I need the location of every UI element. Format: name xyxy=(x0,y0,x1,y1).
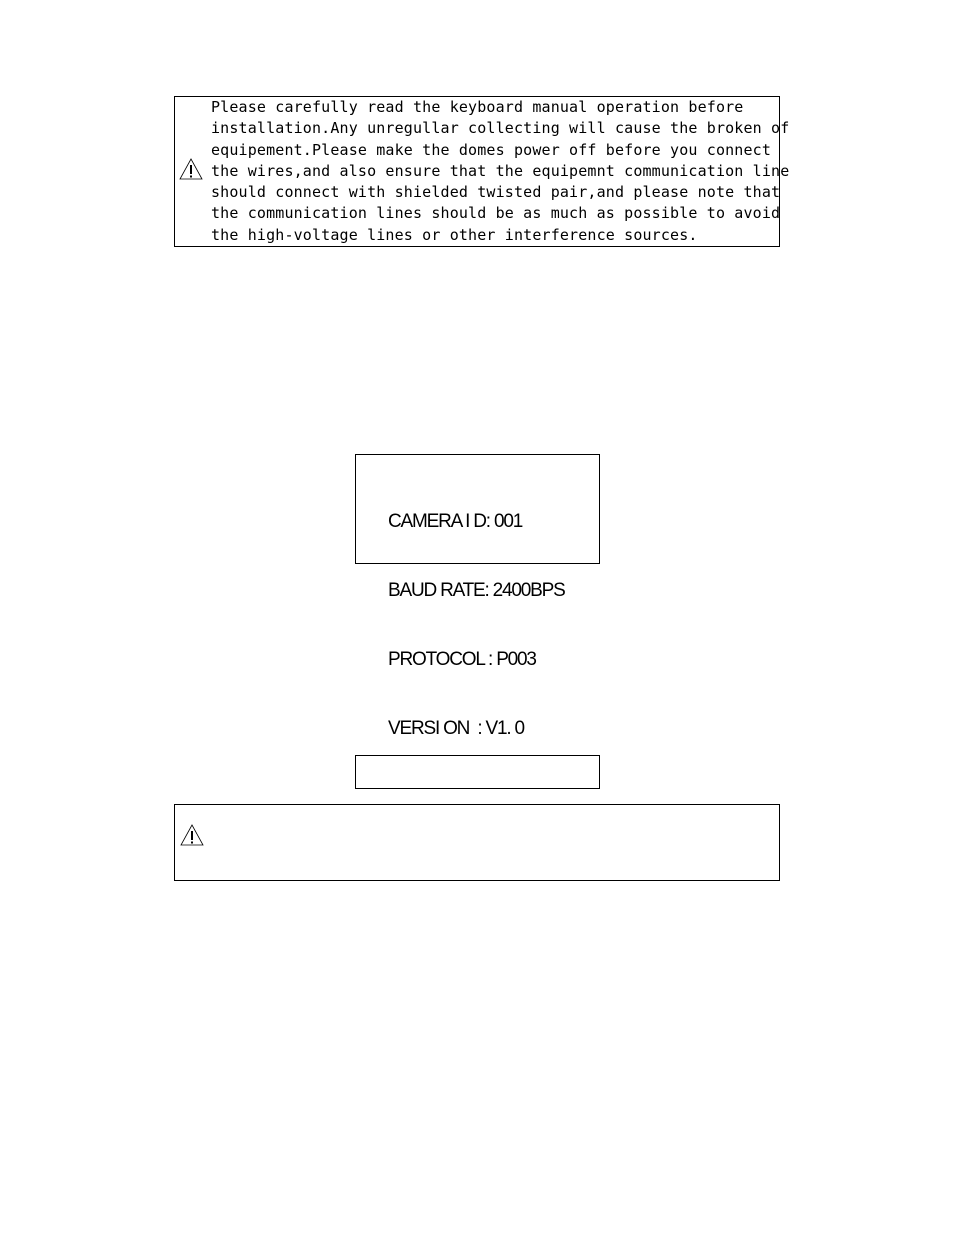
lcd-info-display xyxy=(355,454,600,739)
warning-line: the communication lines should be as much as possible to avoid xyxy=(211,204,781,223)
warning-notice-box xyxy=(174,96,790,247)
warning-line: the high-voltage lines or other interference sources. xyxy=(211,225,698,244)
lcd-version: VERSI ON : V1. 0 xyxy=(388,718,524,739)
warning-line: the wires,and also ensure that the equipemnt communication line xyxy=(211,161,790,180)
warning-notice-box-empty xyxy=(174,804,780,881)
warning-line: Please carefully read the keyboard manual operation before xyxy=(211,98,744,116)
lcd-camera-id: CAMERA I D: 001 xyxy=(388,511,523,532)
lcd-baud-rate: BAUD RATE: 2400BPS xyxy=(388,580,565,601)
warning-line: should connect with shielded twisted pair,and please note that xyxy=(211,183,781,202)
lcd-protocol: PROTOCOL : P003 xyxy=(388,649,536,670)
warning-text xyxy=(211,97,790,246)
warning-line: equipement.Please make the domes power off before you connect xyxy=(211,140,772,159)
lcd-info-lines xyxy=(388,464,565,786)
warning-line: installation.Any unregullar collecting will cause the broken of xyxy=(211,119,790,138)
lcd-data-display xyxy=(355,755,600,789)
warning-triangle-icon xyxy=(178,157,204,181)
warning-triangle-icon xyxy=(179,823,205,847)
